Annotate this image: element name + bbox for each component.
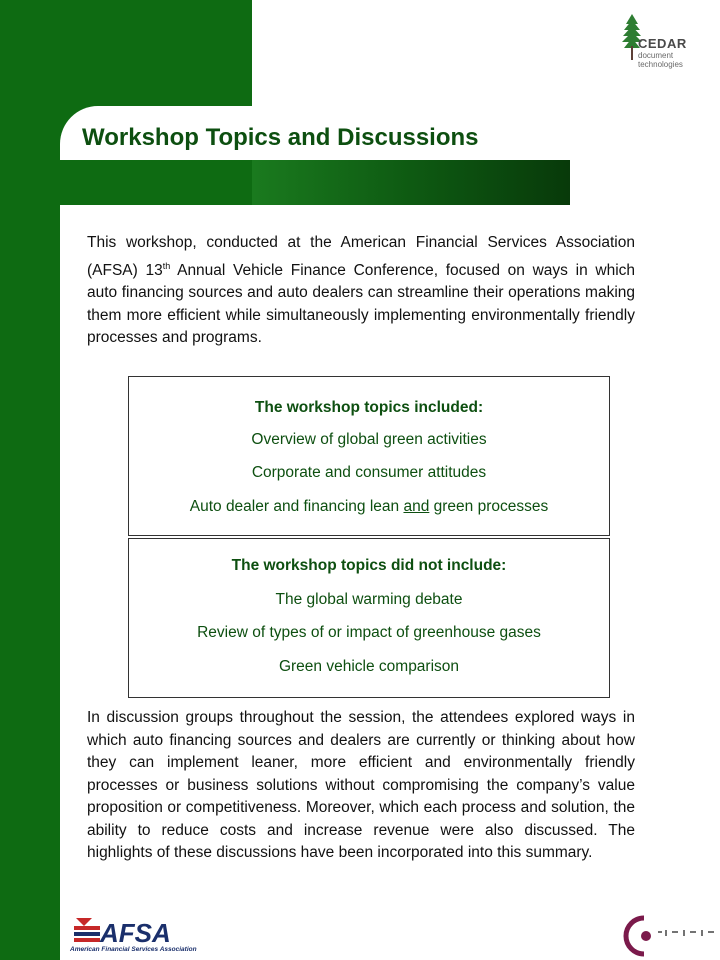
corner-logo bbox=[622, 912, 720, 960]
cedar-tagline: document technologies bbox=[638, 51, 683, 69]
excluded-item: The global warming debate bbox=[275, 591, 463, 608]
header-gradient-bar bbox=[252, 160, 570, 205]
topics-excluded-box bbox=[128, 538, 610, 698]
topics-included-box bbox=[128, 376, 610, 536]
excluded-heading: The workshop topics did not include: bbox=[231, 557, 507, 574]
afsa-logo-text: AFSA bbox=[100, 918, 171, 948]
cedar-logo-text: CEDAR bbox=[638, 36, 687, 51]
included-item: Auto dealer and financing lean and green processes bbox=[189, 498, 549, 515]
page-title: Workshop Topics and Discussions bbox=[82, 124, 479, 151]
excluded-item: Review of types of or impact of greenhouse gases bbox=[197, 624, 541, 641]
discussion-paragraph: In discussion groups throughout the session, the attendees explored ways in which auto financing sources and dealers are currently or thinking about how they can implement leaner, more efficient and environmentally friendly processes or business solutions without compromising the company’s value proposition or competitiveness. Moreover, which each process and solution, the ability to reduce costs and increase revenue were also discussed. The highlights of these discussions have been incorporated into this summary. bbox=[87, 709, 635, 861]
afsa-caption: American Financial Services Association bbox=[70, 946, 197, 953]
included-item: Corporate and consumer attitudes bbox=[251, 464, 487, 481]
intro-paragraph: This workshop, conducted at the American Financial Services Association (AFSA) 13th Annual Vehicle Finance Conference, focused on ways in which auto financing sources and auto dealers can streamline their operations making them more efficient while simultaneously implementing environmentally friendly processes and programs. bbox=[87, 234, 636, 347]
included-item: Overview of global green activities bbox=[251, 431, 487, 448]
excluded-item: Green vehicle comparison bbox=[278, 658, 460, 675]
left-green-bar bbox=[0, 0, 60, 960]
included-heading: The workshop topics included: bbox=[254, 399, 484, 416]
header-green-block bbox=[60, 0, 252, 205]
